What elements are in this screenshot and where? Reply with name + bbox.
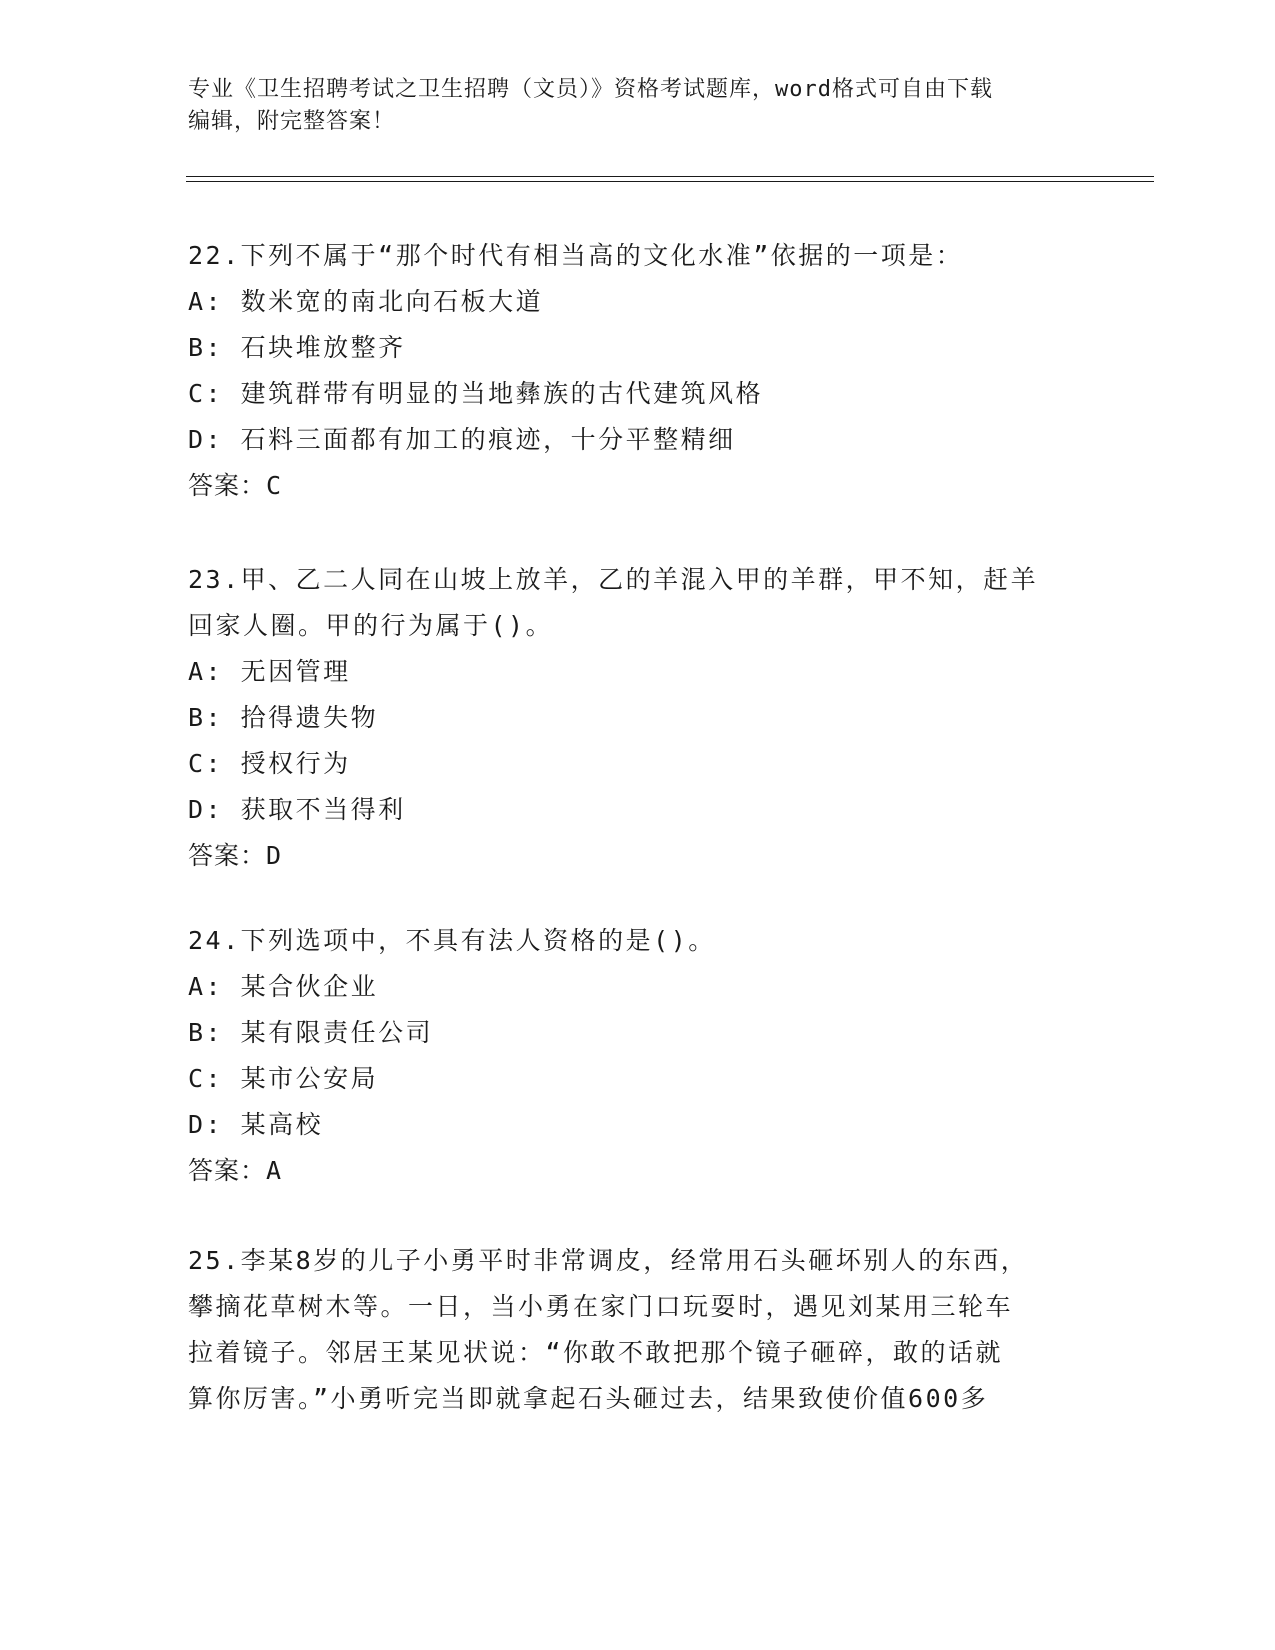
- header-line-2: 编辑，附完整答案！: [188, 109, 396, 134]
- option-d: D: 获取不当得利: [188, 795, 406, 824]
- header-divider-top: [186, 176, 1154, 177]
- answer-label: 答案：: [188, 471, 267, 500]
- option-d: D: 某高校: [188, 1110, 324, 1139]
- answer-label: 答案：: [188, 1156, 267, 1185]
- option-c: C: 授权行为: [188, 749, 351, 778]
- header-line-1: 专业《卫生招聘考试之卫生招聘（文员）》资格考试题库，word格式可自由下载: [188, 77, 993, 102]
- answer-value: A: [266, 1156, 283, 1185]
- question-22: [188, 233, 1088, 509]
- answer-line: [188, 833, 1088, 879]
- option-d: D: 石料三面都有加工的痕迹，十分平整精细: [188, 425, 736, 454]
- question-stem-line-1: 25.李某8岁的儿子小勇平时非常调皮，经常用石头砸坏别人的东西，: [188, 1246, 1029, 1275]
- option-c: C: 建筑群带有明显的当地彝族的古代建筑风格: [188, 379, 764, 408]
- header-divider-bottom: [186, 181, 1154, 182]
- answer-line: [188, 1148, 1088, 1194]
- answer-label: 答案：: [188, 841, 267, 870]
- question-stem: 24.下列选项中，不具有法人资格的是()。: [188, 926, 716, 955]
- question-stem-line-3: 拉着镜子。邻居王某见状说：“你敢不敢把那个镜子砸碎，敢的话就: [188, 1338, 1004, 1367]
- answer-value: C: [266, 471, 283, 500]
- document-header: [188, 74, 1088, 138]
- question-stem-line-1: 23.甲、乙二人同在山坡上放羊，乙的羊混入甲的羊群，甲不知，赶羊: [188, 565, 1039, 594]
- answer-value: D: [266, 841, 283, 870]
- question-stem-line-2: 回家人圈。甲的行为属于()。: [188, 611, 554, 640]
- option-b: B: 石块堆放整齐: [188, 333, 406, 362]
- option-c: C: 某市公安局: [188, 1064, 379, 1093]
- question-24: [188, 918, 1088, 1194]
- question-stem: 22.下列不属于“那个时代有相当高的文化水准”依据的一项是：: [188, 241, 964, 270]
- option-a: A: 某合伙企业: [188, 972, 379, 1001]
- question-stem-line-2: 攀摘花草树木等。一日，当小勇在家门口玩耍时，遇见刘某用三轮车: [188, 1292, 1014, 1321]
- question-25: [188, 1238, 1088, 1422]
- option-b: B: 拾得遗失物: [188, 703, 379, 732]
- option-a: A: 数米宽的南北向石板大道: [188, 287, 544, 316]
- question-23: [188, 557, 1088, 879]
- question-stem-line-4: 算你厉害。”小勇听完当即就拿起石头砸过去，结果致使价值600多: [188, 1384, 989, 1413]
- answer-line: [188, 463, 1088, 509]
- option-a: A: 无因管理: [188, 657, 351, 686]
- option-b: B: 某有限责任公司: [188, 1018, 434, 1047]
